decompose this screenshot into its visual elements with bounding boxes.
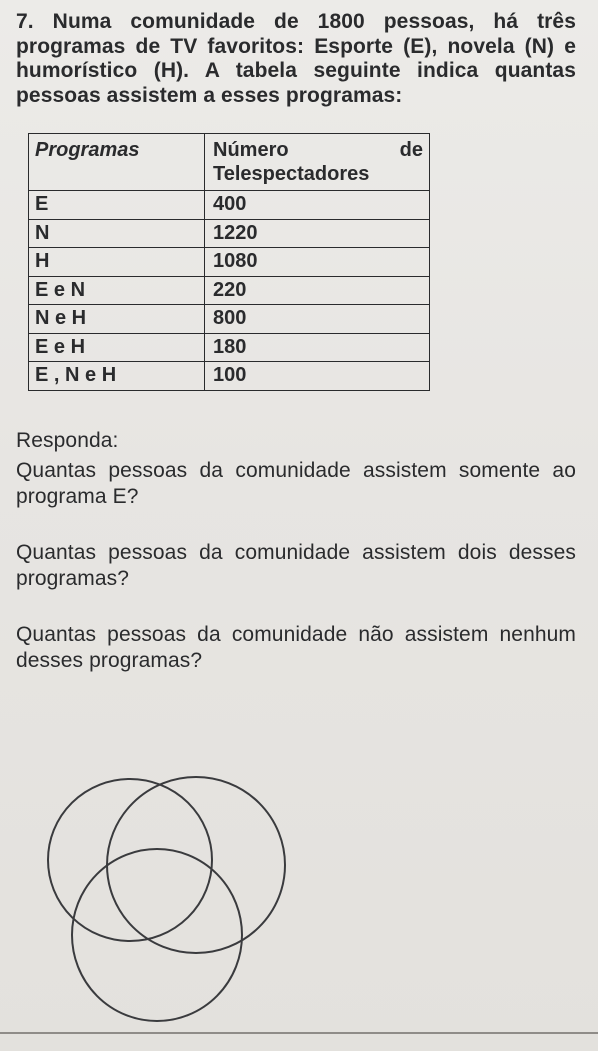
header-numero-line1: Número de: [213, 139, 423, 161]
responda-label: Responda:: [16, 429, 119, 452]
table-row: [29, 305, 430, 334]
cell-numero: 800: [205, 305, 430, 334]
page-edge-divider: [0, 1032, 598, 1034]
venn-circle-top: [107, 777, 285, 953]
question-1: Quantas pessoas da comunidade assistem somente ao programa E?: [16, 459, 576, 508]
table-row: [29, 191, 430, 220]
table-header-row: [29, 134, 430, 191]
cell-programa: H: [29, 248, 205, 277]
venn-circle-left: [48, 779, 212, 941]
header-programas: Programas: [29, 134, 205, 191]
table-row: [29, 276, 430, 305]
table-row: [29, 248, 430, 277]
venn-diagram: [0, 750, 340, 1050]
exercise-statement: [16, 10, 576, 108]
cell-numero: 180: [205, 333, 430, 362]
cell-numero: 1220: [205, 219, 430, 248]
header-numero-line2: Telespectadores: [213, 163, 370, 185]
cell-numero: 220: [205, 276, 430, 305]
cell-programa: N e H: [29, 305, 205, 334]
cell-programa: N: [29, 219, 205, 248]
cell-numero: 100: [205, 362, 430, 391]
cell-numero: 1080: [205, 248, 430, 277]
cell-programa: E: [29, 191, 205, 220]
cell-programa: E , N e H: [29, 362, 205, 391]
cell-programa: E e N: [29, 276, 205, 305]
header-numero: [205, 134, 430, 191]
question-2: Quantas pessoas da comunidade assistem dois desses programas?: [16, 541, 576, 590]
question-3: Quantas pessoas da comunidade não assistem nenhum desses programas?: [16, 623, 576, 672]
exercise-intro-text: 7. Numa comunidade de 1800 pessoas, há três programas de TV favoritos: Esporte (E), novela (N) e humorístico (H). A tabela seguinte indica quantas pessoas assistem a esses programas:: [16, 10, 576, 107]
cell-numero: 400: [205, 191, 430, 220]
table-row: [29, 219, 430, 248]
table-row: [29, 362, 430, 391]
table-row: [29, 333, 430, 362]
programs-table: [28, 133, 430, 391]
cell-programa: E e H: [29, 333, 205, 362]
